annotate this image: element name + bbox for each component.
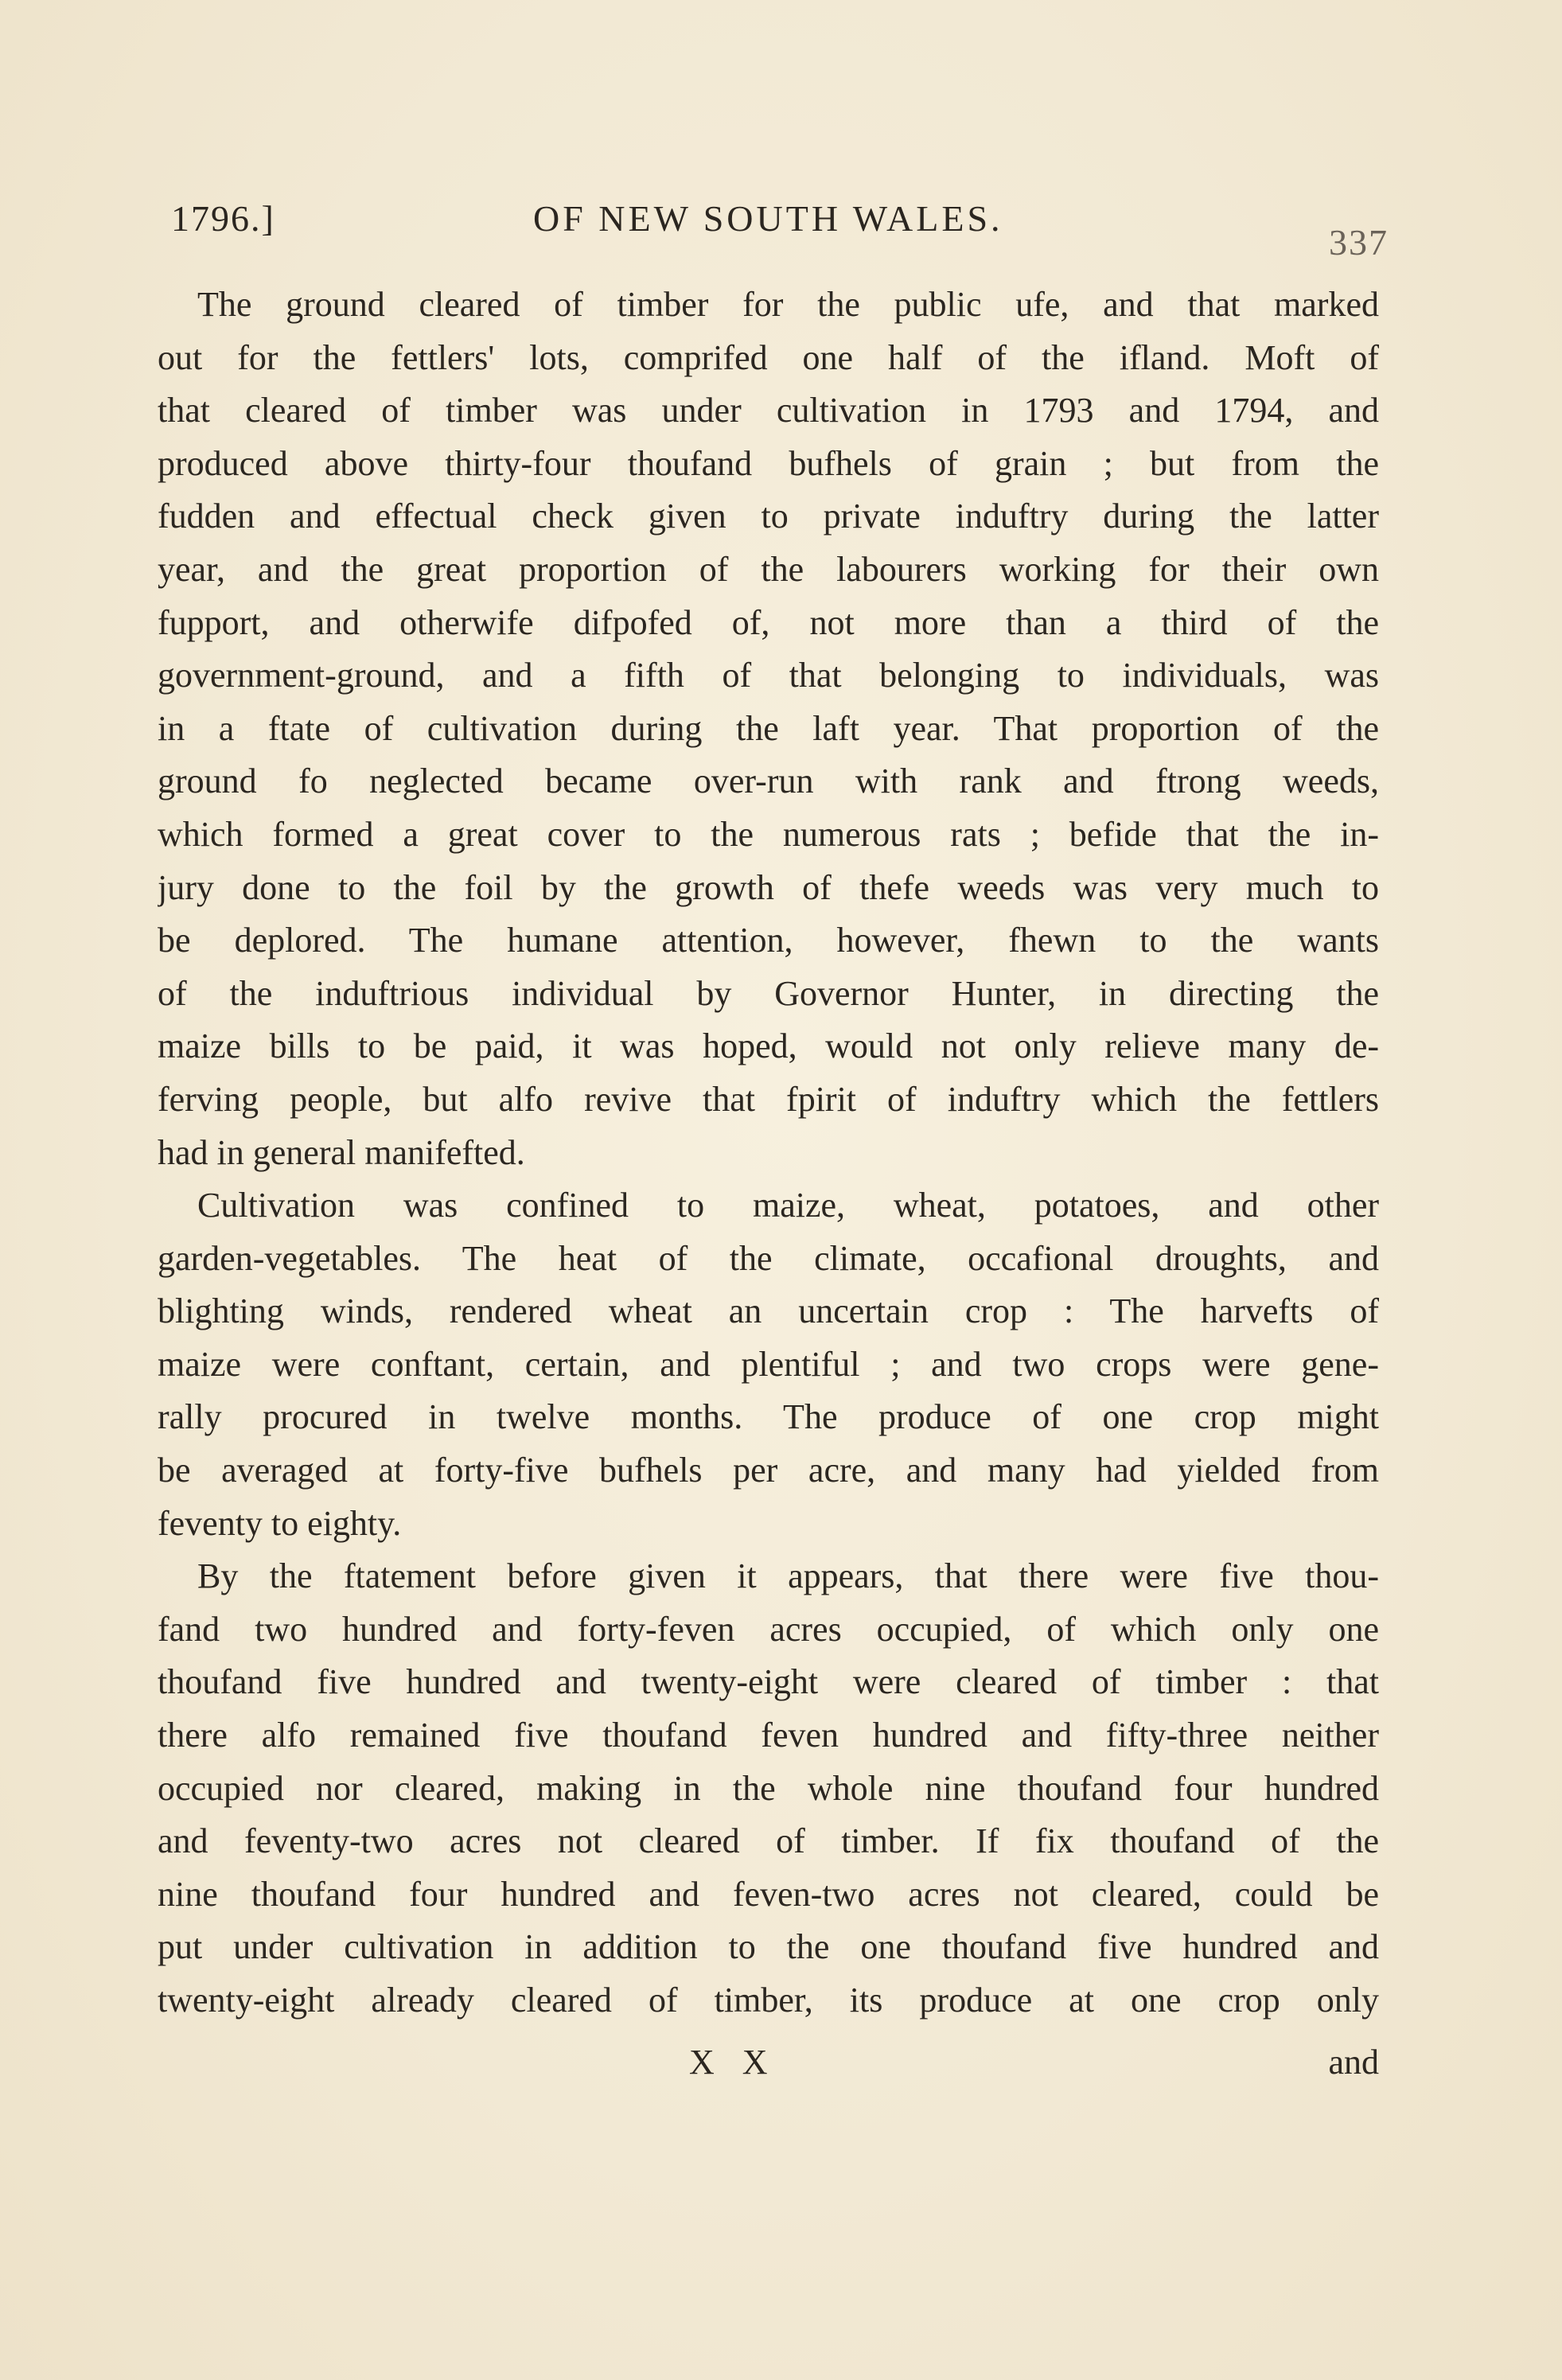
catchline <box>158 2042 1379 2090</box>
text-line: Cultivation was confined to maize, wheat, potatoes, and other <box>197 1186 1379 1225</box>
text-line: in a ftate of cultivation during the laft year. That proportion of the <box>158 708 1379 748</box>
text-line: ground fo neglected became over-run with rank and ftrong weeds, <box>158 762 1379 801</box>
text-line: jury done to the foil by the growth of thefe weeds was very much to <box>158 867 1379 907</box>
text-line: that cleared of timber was under cultivation in 1793 and 1794, and <box>158 391 1379 430</box>
text-line: be averaged at forty-five bufhels per acre, and many had yielded from <box>158 1451 1379 1490</box>
text-line: out for the fettlers' lots, comprifed one half of the ifland. Moft of <box>158 337 1379 377</box>
text-line: thoufand five hundred and twenty-eight were cleared of timber : that <box>158 1662 1379 1702</box>
text-line: fand two hundred and forty-feven acres occupied, of which only one <box>158 1609 1379 1649</box>
text-line: be deplored. The humane attention, however, fhewn to the wants <box>158 921 1379 960</box>
text-line: nine thoufand four hundred and feven-two acres not cleared, could be <box>158 1874 1379 1914</box>
text-line: fudden and effectual check given to private induftry during the latter <box>158 497 1379 536</box>
body-text <box>158 279 1379 2027</box>
text-line: occupied nor cleared, making in the whole nine thoufand four hundred <box>158 1768 1379 1808</box>
text-line: fupport, and otherwife difpofed of, not more than a third of the <box>158 602 1379 642</box>
text-line: had in general manifefted. <box>158 1132 525 1172</box>
text-line: rally procured in twelve months. The produce of one crop might <box>158 1397 1379 1437</box>
text-line: maize bills to be paid, it was hoped, would not only relieve many de- <box>158 1026 1379 1066</box>
text-line: By the ftatement before given it appears, that there were five thou- <box>197 1556 1379 1596</box>
text-line: government-ground, and a fifth of that belonging to individuals, was <box>158 656 1379 695</box>
text-line: there alfo remained five thoufand feven hundred and fifty-three neither <box>158 1716 1379 1755</box>
header-year: 1796.] <box>171 198 275 239</box>
running-head <box>171 197 1389 261</box>
text-line: maize were conftant, certain, and plentiful ; and two crops were gene- <box>158 1344 1379 1384</box>
page-number: 337 <box>1329 222 1389 263</box>
catchword: and <box>1328 2043 1379 2082</box>
text-line: which formed a great cover to the numerous rats ; befide that the in- <box>158 814 1379 854</box>
header-title: OF NEW SOUTH WALES. <box>533 198 1003 239</box>
text-line: garden-vegetables. The heat of the climate, occafional droughts, and <box>158 1238 1379 1278</box>
text-line: put under cultivation in addition to the one thoufand five hundred and <box>158 1927 1379 1967</box>
text-line: ferving people, but alfo revive that fpirit of induftry which the fettlers <box>158 1079 1379 1119</box>
text-line: The ground cleared of timber for the public ufe, and that marked <box>197 285 1379 324</box>
text-line: twenty-eight already cleared of timber, its produce at one crop only <box>158 1981 1379 2020</box>
text-line: produced above thirty-four thoufand bufhels of grain ; but from the <box>158 443 1379 483</box>
text-line: and feventy-two acres not cleared of timber. If fix thoufand of the <box>158 1821 1379 1861</box>
signature-mark: X X <box>689 2043 777 2082</box>
text-line: year, and the great proportion of the labourers working for their own <box>158 549 1379 589</box>
text-line: feventy to eighty. <box>158 1503 402 1543</box>
text-line: blighting winds, rendered wheat an uncertain crop : The harvefts of <box>158 1291 1379 1331</box>
text-line: of the induftrious individual by Governor Hunter, in directing the <box>158 973 1379 1013</box>
